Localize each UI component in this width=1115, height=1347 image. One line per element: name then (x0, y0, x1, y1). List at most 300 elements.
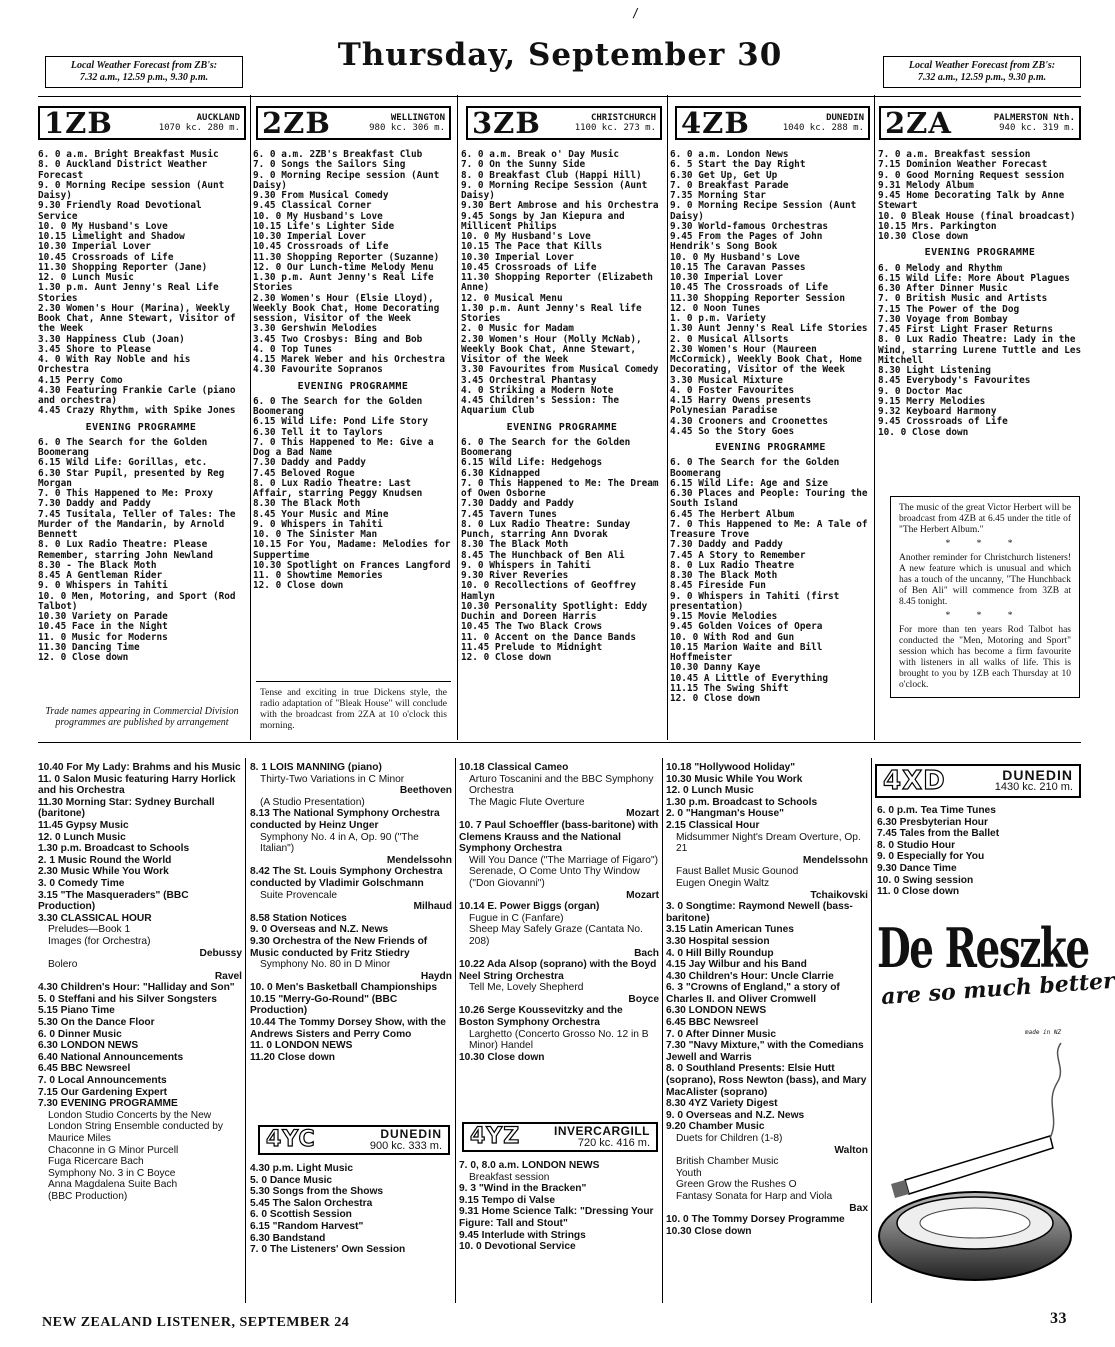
programme-item: 9.30 Orchestra of the New Friends of Music conducted by Fritz Stiedry (250, 935, 428, 959)
programme-item: 1. 0 p.m. Variety (670, 313, 766, 324)
programme-item: 5.30 Songs from the Shows (250, 1186, 384, 1198)
programme-item: 6.30 Star Pupil, presented by Reg Morgan (38, 467, 225, 489)
top-mark: / (632, 6, 640, 20)
programme-item: 9.45 From the Pages of John Hendrik's Song Book (670, 231, 823, 253)
programme-item: 6. 0 Melody and Rhythm (878, 262, 1003, 274)
programme-item: Boyce (628, 993, 659, 1005)
programme-item: 7.30 Voyage from Bombay (878, 313, 1008, 325)
programme-item: Symphony No. 4 in A, Op. 90 ("The Italian") (260, 831, 419, 855)
station-city: CHRISTCHURCH (590, 113, 656, 123)
programme-item: 10.45 Face in the Night (38, 621, 168, 633)
evening-programme-heading: EVENING PROGRAMME (85, 421, 197, 433)
programme-item: 10. 0 The Tommy Dorsey Programme (666, 1214, 845, 1226)
column-rule (457, 95, 458, 740)
programme-item: 7.30 Daddy and Paddy (38, 498, 151, 510)
programme-item: 10. 0 My Husband's Love (670, 251, 800, 263)
programme-item: 8. 1 LOIS MANNING (piano) (250, 762, 382, 773)
programme-item: 11. 0 Showtime Memories (253, 570, 383, 581)
programme-item: 2.15 Classical Hour (666, 819, 760, 831)
programme-item: 4.30 Featuring Frankie Carle (piano and orchestra) (38, 384, 236, 406)
programme-item: 6. 5 Start the Day Right (670, 159, 806, 171)
programme-item: 10.45 Crossroads of Life (38, 251, 174, 263)
programme-item: Midsummer Night's Dream Overture, Op. 21 (676, 831, 861, 855)
programme-item: 9. 0 Morning Recipe Session (Aunt Daisy) (461, 179, 648, 201)
programme-item: 7. 0 Local Announcements (38, 1075, 167, 1087)
programme-item: 6. 0 Dinner Music (38, 1028, 122, 1040)
weather-left-times: 7.32 a.m., 12.59 p.m., 9.30 p.m. (79, 72, 209, 83)
programme-item: 6. 0 Scottish Session (250, 1209, 352, 1221)
programme-item: 7.45 Tales from the Ballet (877, 828, 1000, 840)
programme-item: 4.45 Children's Session: The Aquarium Club (461, 395, 620, 417)
programme-item: 11. 0 Close down (877, 886, 960, 898)
column-rule (662, 758, 663, 1303)
programme-item: 10.30 Imperial Lover (38, 241, 151, 253)
programme-item: 11.30 Dancing Time (38, 641, 140, 653)
weather-box-left (45, 56, 243, 88)
programme-item: 8. 0 Lux Radio Theatre (670, 559, 795, 571)
programme-item: 7.30 EVENING PROGRAMME (38, 1098, 178, 1110)
programme-item: Bach (634, 947, 659, 959)
programme-item: 1.30 p.m. Broadcast to Schools (666, 796, 818, 808)
programme-item: 4.15 Perry Como (38, 374, 123, 386)
station-freq: 900 kc. 333 m. (369, 1140, 442, 1152)
programme-item: 3.45 Orchestral Phantasy (461, 374, 597, 386)
de-reszke-ad (875, 916, 1115, 1302)
programme-item: 9.45 Songs by Jan Kiepura and Millicent Philips (461, 210, 625, 232)
programme-item: 9.30 River Reveries (461, 570, 569, 581)
station-box-1zb (38, 106, 246, 140)
programme-item: 10.30 Imperial Lover (461, 251, 574, 263)
note-box-right (890, 496, 1080, 698)
programme-item: 12. 0 Lunch Music (666, 785, 754, 797)
station-code: 2ZB (262, 106, 331, 140)
section-rule (38, 742, 1081, 743)
programme-item: 6.30 Kidnapped (461, 467, 541, 479)
station-box-3zb (466, 106, 662, 140)
programme-item: 7. 0 This Happened to Me: The Dream of Owen Osborne (461, 477, 659, 499)
programme-item: 9.30 Friendly Road Devotional Service (38, 200, 202, 222)
programme-item: 5. 0 Dance Music (250, 1174, 333, 1186)
programme-item: 9. 0 Especially for You (877, 851, 985, 863)
programme-item: 6.45 BBC Newsreel (666, 1017, 759, 1029)
programme-item: 8. 0 Studio Hour (877, 839, 956, 851)
programme-item: 9. 0 Overseas and N.Z. News (666, 1109, 805, 1121)
programme-item: 12. 0 Lunch Music (38, 272, 134, 283)
programme-item: 4.30 p.m. Light Music (250, 1163, 354, 1174)
programme-item: 10. 0 Recollections of Geoffrey Hamlyn (461, 580, 636, 602)
programme-item: Green Grow the Rushes O (676, 1179, 797, 1191)
programme-item: 6.30 Tell it to Taylors (253, 426, 383, 438)
programme-item: 7. 0 Songs the Sailors Sing (253, 159, 406, 171)
programme-item: Haydn (420, 970, 452, 982)
programme-item: 1.30 Aunt Jenny's Real Life Stories (670, 323, 868, 335)
programme-item: The Magic Flute Overture (469, 796, 585, 808)
programme-item: 10.45 Crossroads of Life (461, 261, 597, 273)
programme-item: 11.30 Shopping Reporter (Suzanne) (253, 251, 440, 263)
programme-item: 7. 0 After Dinner Music (666, 1028, 777, 1040)
programme-item: 6.40 National Announcements (38, 1051, 184, 1063)
programme-item: 9. 0 Morning Recipe Session (Aunt Daisy) (670, 200, 857, 222)
programme-item: 10.40 For My Lady: Brahms and his Music (38, 762, 241, 773)
programme-item: Bolero (48, 959, 78, 971)
programme-item: 11.30 Shopping Reporter (Elizabeth Anne) (461, 272, 653, 294)
programme-item: Bax (849, 1202, 868, 1214)
programme-item: 7. 0 The Listeners' Own Session (250, 1244, 406, 1256)
column-rule (874, 95, 875, 740)
programme-item: 10.15 Mrs. Parkington (878, 220, 997, 232)
programme-item: 10.45 The Two Black Crows (461, 621, 603, 633)
programme-item: 2. 0 Musical Allsorts (670, 333, 789, 345)
programme-item: 6.30 Presbyterian Hour (877, 816, 988, 828)
programme-item: Larghetto (Concerto Grosso No. 12 in B Minor) Handel (469, 1028, 649, 1052)
programme-item: 2.30 Women's Hour (Marina), Weekly Book Chat, Anne Stewart, Visitor of the Week (38, 302, 236, 335)
station-code: 4YZ (470, 1123, 521, 1149)
programme-item: 4. 0 With Ray Noble and his Orchestra (38, 354, 191, 376)
programme-item: 2. 1 Music Round the World (38, 854, 172, 866)
programme-item: 6. 0 a.m. Break o' Day Music (461, 149, 620, 160)
programme-item: 8. 0 Auckland District Weather Forecast (38, 159, 208, 181)
ad-small-print: made in NZ (1025, 1029, 1062, 1036)
trade-note: Trade names appearing in Commercial Division programmes are published by arrangement (45, 706, 239, 728)
programme-item: 3. 0 Comedy Time (38, 877, 125, 889)
programme-item: Suite Provencale (260, 889, 338, 901)
programme-item: 10.45 Crossroads of Life (253, 241, 389, 253)
programme-item: 10.45 The Crossroads of Life (670, 282, 829, 294)
programme-item: 9. 0 Whispers in Tahiti (first presentation) (670, 590, 840, 612)
programme-item: 6. 0 a.m. 2ZB's Breakfast Club (253, 149, 423, 160)
programme-item: 9.32 Keyboard Harmony (878, 406, 997, 417)
programme-item: 9.31 Melody Album (878, 179, 974, 191)
programme-item: 11.30 Shopping Reporter (Jane) (38, 261, 208, 273)
programme-item: 12. 0 Lunch Music (38, 831, 126, 843)
programme-item: 3.30 CLASSICAL HOUR (38, 912, 152, 924)
programme-item: 10. 0 Close down (878, 426, 969, 438)
programme-item: 10.30 Close down (666, 1225, 752, 1237)
schedule-4zb (670, 150, 871, 704)
station-box-4xd (875, 764, 1081, 798)
column-rule (245, 758, 246, 1303)
programme-item: 10. 0 Bleak House (final broadcast) (878, 210, 1076, 222)
programme-item: 8.13 The National Symphony Orchestra conducted by Heinz Unger (250, 808, 440, 831)
programme-item: 6.15 Wild Life: More About Plagues (878, 272, 1070, 284)
programme-item: 9. 0 Morning Recipe session (Aunt Daisy) (253, 169, 440, 191)
programme-item: 6.30 Bandstand (250, 1232, 326, 1244)
programme-item: 8. 0 Lux Radio Theatre: Please Remember, starring John Newland (38, 539, 213, 561)
programme-item: 10.15 Limelight and Shadow (38, 231, 185, 242)
programme-item: 9. 0 Whispers in Tahiti (461, 559, 591, 571)
programme-item: 2. 0 Music for Madam (461, 323, 574, 335)
programme-item: 4. 0 Foster Favourites (670, 384, 795, 396)
programme-item: 8.30 The Black Moth (253, 498, 361, 510)
schedule-4yc (250, 1163, 452, 1256)
programme-item: Ravel (214, 970, 242, 982)
column-rule (667, 95, 668, 740)
programme-item: 5.30 On the Dance Floor (38, 1017, 155, 1029)
header-rule (38, 96, 1081, 97)
programme-item: 8.42 The St. Louis Symphony Orchestra conducted by Vladimir Golschmann (250, 866, 443, 889)
programme-item: 10. 7 Paul Schoeffler (bass-baritone) with Clemens Krauss and the National Symphony Orchestra (459, 819, 659, 855)
programme-item: 8.45 The Hunchback of Ben Ali (461, 549, 625, 561)
programme-item: Serenade, O Come Unto Thy Window ("Don Giovanni") (469, 866, 640, 889)
schedule-lower-a (38, 762, 242, 1203)
programme-item: 1.30 p.m. Aunt Jenny's Real life Stories (461, 302, 642, 324)
evening-programme-heading: EVENING PROGRAMME (506, 421, 618, 433)
programme-item: Duets for Children (1-8) (676, 1133, 783, 1144)
programme-item: 3.15 "The Masqueraders" (BBC Production) (38, 889, 189, 913)
programme-item: 11.20 Close down (250, 1051, 335, 1063)
programme-item: 4.15 Marek Weber and his Orchestra (253, 354, 445, 365)
programme-item: 10.15 For You, Madame: Melodies for Suppertime (253, 539, 451, 561)
programme-item: 12. 0 Our Lunch-time Melody Menu (253, 261, 434, 273)
schedule-2za (878, 150, 1082, 438)
programme-item: 5.45 The Salon Orchestra (250, 1197, 373, 1209)
programme-item: 9.30 From Musical Comedy (253, 190, 389, 201)
programme-item: 4.15 Jay Wilbur and his Band (666, 959, 807, 971)
schedule-lower-c (459, 762, 659, 1063)
station-box-4zb (675, 106, 870, 140)
programme-item: 9.45 Home Decorating Talk by Anne Stewart (878, 190, 1065, 212)
station-code: 4XD (883, 765, 946, 796)
programme-item: 8.45 A Gentleman Rider (38, 570, 163, 581)
station-city: DUNEDIN (826, 113, 864, 123)
programme-item: Beethoven (399, 785, 452, 797)
programme-item: 10. 0 Swing session (877, 874, 974, 886)
programme-item: 10.18 Classical Cameo (459, 762, 569, 773)
programme-item: 11. 0 Music for Moderns (38, 631, 168, 643)
programme-item: 7.30 Daddy and Paddy (461, 498, 574, 510)
station-city: AUCKLAND (196, 113, 240, 123)
programme-item: 10. 0 Men, Motoring, and Sport (Rod Talbot) (38, 590, 236, 612)
programme-item: 6. 3 "Crowns of England," a story of Charles II. and Oliver Cromwell (666, 982, 840, 1005)
programme-item: Milhaud (413, 901, 452, 913)
programme-item: 10.15 The Caravan Passes (670, 261, 806, 273)
note-rod-talbot: For more than ten years Rod Talbot has conducted the "Men, Motoring and Sport" session which has become a firm favourite with listeners in all walks of life. This is brought to you by 1ZB each Thursday at 10 o'clock. (899, 625, 1071, 690)
programme-item: 4. 0 Striking a Modern Note (461, 384, 614, 396)
programme-item: Mendelssohn (386, 854, 452, 866)
programme-item: 4.45 So the Story Goes (670, 425, 795, 437)
schedule-4xd (877, 805, 1081, 898)
programme-item: 9.30 Dance Time (877, 862, 957, 874)
programme-item: 6. 0 The Search for the Golden Boomerang (461, 436, 631, 458)
programme-item: 9.45 Crossroads of Life (878, 416, 1008, 428)
programme-item: Debussy (199, 947, 242, 959)
programme-item: 10.14 E. Power Biggs (organ) (459, 901, 600, 913)
station-freq: 720 kc. 416 m. (577, 1137, 650, 1149)
schedule-2zb (253, 150, 453, 592)
programme-item: Fuga Ricercare Bach (48, 1156, 144, 1168)
programme-item: Tell Me, Lovely Shepherd (469, 982, 584, 994)
programme-item: 9.15 Tempo di Valse (459, 1194, 556, 1206)
station-code: 3ZB (472, 106, 541, 140)
column-rule (871, 758, 872, 1303)
programme-item: 12. 0 Close down (670, 693, 761, 704)
programme-item: 6.15 Wild Life: Gorillas, etc. (38, 457, 208, 469)
programme-item: 7.30 Daddy and Paddy (253, 457, 366, 469)
programme-item: 10.30 Imperial Lover (670, 272, 783, 283)
programme-item: 9. 0 Doctor Mac (878, 385, 963, 397)
programme-item: (A Studio Presentation) (260, 796, 365, 808)
programme-item: 5.15 Piano Time (38, 1005, 115, 1017)
programme-item: 10.30 Personality Spotlight: Eddy Duchin and Doreen Harris (461, 600, 648, 622)
programme-item: 7.45 Tusitala, Teller of Tales: The Murder of the Mandarin, by Arnold Bennett (38, 508, 236, 540)
programme-item: 11.45 Prelude to Midnight (461, 641, 603, 653)
station-city: DUNEDIN (380, 1127, 442, 1141)
programme-item: 9.15 Merry Melodies (878, 395, 986, 407)
programme-item: British Chamber Music (676, 1156, 779, 1168)
station-code: 2ZA (885, 106, 952, 140)
programme-item: 10.30 Close down (459, 1051, 545, 1063)
station-box-2zb (256, 106, 451, 140)
programme-item: 8.45 Your Music and Mine (253, 508, 389, 520)
programme-item: 3.30 Gershwin Melodies (253, 323, 378, 335)
programme-item: Mozart (626, 889, 659, 901)
programme-item: 4.30 Children's Hour: Uncle Clarrie (666, 970, 834, 982)
station-freq: 940 kc. 319 m. (999, 123, 1075, 133)
programme-item: 8.30 Light Listening (878, 365, 991, 376)
programme-item: Images (for Orchestra) (48, 935, 151, 947)
programme-item: 10. 0 With Rod and Gun (670, 631, 795, 643)
programme-item: 6.30 Places and People: Touring the South Island (670, 488, 868, 510)
programme-item: 8.30 4YZ Variety Digest (666, 1098, 778, 1110)
ad-slogan: are so much better (880, 967, 1115, 1011)
programme-item: 6. 0 The Search for the Golden Boomerang (670, 457, 840, 479)
programme-item: 11. 0 LONDON NEWS (250, 1040, 353, 1052)
weather-right-times: 7.32 a.m., 12.59 p.m., 9.30 p.m. (917, 72, 1047, 83)
evening-programme-heading: EVENING PROGRAMME (924, 247, 1036, 259)
programme-item: 7. 0 This Happened to Me: Give a Dog a Bad Name (253, 436, 434, 458)
programme-item: 10.30 Danny Kaye (670, 662, 761, 674)
programme-item: Tchaikovski (810, 889, 868, 901)
programme-item: 9. 0 Overseas and N.Z. News (250, 924, 389, 936)
programme-item: 8. 0 Lux Radio Theatre: Lady in the Wind, starring Lurene Tuttle and Les Mitchell (878, 334, 1082, 366)
programme-item: Symphony No. 80 in D Minor (260, 959, 391, 971)
programme-item: 8. 0 Lux Radio Theatre: Sunday Punch, starring Ann Dvorak (461, 518, 631, 540)
programme-item: Faust Ballet Music Gounod (676, 866, 799, 878)
programme-item: 11.30 Morning Star: Sydney Burchall (baritone) (38, 796, 215, 820)
programme-item: 2. 0 "Hangman's House" (666, 808, 784, 820)
programme-item: 8.30 - The Black Moth (38, 559, 157, 571)
page-headline: Thursday, September 30 (337, 37, 783, 73)
programme-item: 11.15 The Swing Shift (670, 682, 789, 694)
programme-item: Breakfast session (469, 1171, 550, 1183)
station-city: PALMERSTON Nth. (993, 113, 1075, 123)
programme-item: Walton (834, 1144, 868, 1156)
programme-item: Fugue in C (Fanfare) (469, 912, 564, 924)
note-2za-bleak-house: Tense and exciting in true Dickens style, the radio adaptation of "Bleak House" will conclude with the broadcast from 2ZA at 10 o'clock this morning. (256, 681, 451, 738)
programme-item: 10. 0 My Husband's Love (461, 231, 591, 242)
programme-item: 7.15 Our Gardening Expert (38, 1086, 168, 1098)
programme-item: 12. 0 Close down (461, 652, 552, 663)
programme-item: 1.30 p.m. Broadcast to Schools (38, 843, 190, 855)
ad-brand: De Reszke (877, 916, 1089, 980)
programme-item: 4.30 Favourite Sopranos (253, 364, 383, 376)
programme-item: Fantasy Sonata for Harp and Viola (676, 1190, 833, 1202)
station-city: WELLINGTON (390, 113, 445, 123)
programme-item: 10.30 Music While You Work (666, 773, 803, 785)
programme-item: 3. 0 Songtime: Raymond Newell (bass-baritone) (666, 901, 853, 924)
programme-item: Symphony No. 3 in C Boyce (48, 1167, 176, 1179)
programme-item: 1.30 p.m. Aunt Jenny's Real Life Stories (253, 272, 434, 294)
programme-item: 12. 0 Noon Tunes (670, 302, 761, 314)
programme-item: 10. 0 Devotional Service (459, 1241, 576, 1253)
programme-item: 7.30 Daddy and Paddy (670, 539, 783, 551)
programme-item: 7.45 First Light Fraser Returns (878, 324, 1053, 335)
programme-item: 6.45 The Herbert Album (670, 508, 795, 520)
programme-item: 8.30 The Black Moth (461, 539, 569, 551)
programme-item: 7.35 Morning Star (670, 190, 766, 201)
programme-item: Thirty-Two Variations in C Minor (260, 773, 405, 785)
station-city: DUNEDIN (1002, 767, 1073, 783)
programme-item: Will You Dance ("The Marriage of Figaro") (469, 854, 658, 866)
programme-item: 2.30 Women's Hour (Maureen McCormick), Weekly Book Chat, Home Decorating, Visitor of the Week (670, 343, 862, 376)
programme-item: 7.30 "Navy Mixture," with the Comedians Jewell and Warris (666, 1040, 864, 1063)
programme-item: 7. 0 a.m. Breakfast session (878, 149, 1031, 160)
programme-item: 10. 0 Men's Basketball Championships (250, 982, 437, 994)
schedule-lower-d (666, 762, 868, 1237)
programme-item: 9.45 Classical Corner (253, 200, 372, 212)
programme-item: 12. 0 Close down (253, 580, 344, 592)
programme-item: 1.30 p.m. Aunt Jenny's Real Life Stories (38, 282, 219, 304)
programme-item: 7.45 A Story to Remember (670, 549, 806, 561)
programme-item: 12. 0 Close down (38, 652, 129, 663)
programme-item: Mendelssohn (802, 854, 868, 866)
programme-item: 6.45 BBC Newsreel (38, 1063, 131, 1075)
programme-item: Preludes—Book 1 (48, 924, 131, 936)
programme-item: 2.30 Women's Hour (Molly McNab), Weekly Book Chat, Anne Stewart, Visitor of the Week (461, 333, 642, 365)
programme-item: 6. 0 The Search for the Golden Boomerang (253, 395, 423, 417)
programme-item: 12. 0 Musical Menu (461, 292, 563, 304)
programme-item: 3.30 Happiness Club (Joan) (38, 333, 185, 345)
programme-item: 2.30 Women's Hour (Elsie Lloyd), Weekly Book Chat, Home Decorating session, Visitor of the Week (253, 292, 440, 324)
station-freq: 1100 kc. 273 m. (574, 123, 656, 133)
programme-item: 11. 0 Accent on the Dance Bands (461, 631, 636, 643)
programme-item: 8.58 Station Notices (250, 912, 347, 924)
programme-item: 6.15 "Random Harvest" (250, 1220, 364, 1232)
station-box-4yz (462, 1122, 658, 1152)
programme-item: 7.15 The Power of the Dog (878, 303, 1020, 315)
programme-item: 10.15 The Pace that Kills (461, 241, 603, 253)
programme-item: 6.15 Wild Life: Hedgehogs (461, 457, 603, 469)
programme-item: 5. 0 Steffani and his Silver Songsters (38, 993, 217, 1005)
programme-item: 3.30 Hospital session (666, 935, 770, 947)
programme-item: 9.31 Home Science Talk: "Dressing Your Figure: Tall and Stout" (459, 1206, 654, 1229)
programme-item: 4. 0 Hill Billy Roundup (666, 947, 774, 959)
schedule-3zb (461, 150, 663, 663)
programme-item: 10.26 Serge Koussevitzky and the Boston Symphony Orchestra (459, 1005, 623, 1029)
programme-item: 3.15 Latin American Tunes (666, 924, 794, 936)
programme-item: 7.45 Tavern Tunes (461, 508, 557, 520)
programme-item: 10.22 Ada Alsop (soprano) with the Boyd Neel String Orchestra (459, 959, 657, 982)
station-city: INVERCARGILL (554, 1124, 650, 1138)
column-rule (455, 758, 456, 1303)
programme-item: 6.15 Wild Life: Age and Size (670, 477, 829, 489)
station-box-2za (879, 106, 1081, 140)
programme-item: 11.45 Gypsy Music (38, 819, 129, 831)
evening-programme-heading: EVENING PROGRAMME (715, 442, 826, 453)
programme-item: 3.30 Favourites from Musical Comedy (461, 364, 659, 376)
programme-item: 9. 3 "Wind in the Bracken" (459, 1183, 587, 1195)
programme-item: 10.30 Close down (878, 231, 969, 242)
programme-item: 4.30 Crooners and Croonettes (670, 415, 829, 427)
station-freq: 980 kc. 306 m. (369, 123, 445, 133)
programme-item: 2.30 Music While You Work (38, 866, 169, 878)
stars-divider: * * * (945, 539, 1025, 549)
programme-item: 6. 0 a.m. London News (670, 149, 789, 160)
programme-item: 7. 0, 8.0 a.m. LONDON NEWS (459, 1160, 600, 1171)
programme-item: Chaconne in G Minor Purcell (48, 1144, 179, 1156)
weather-left-title: Local Weather Forecast from ZB's: (70, 60, 218, 71)
programme-item: 4. 0 Top Tunes (253, 343, 333, 355)
